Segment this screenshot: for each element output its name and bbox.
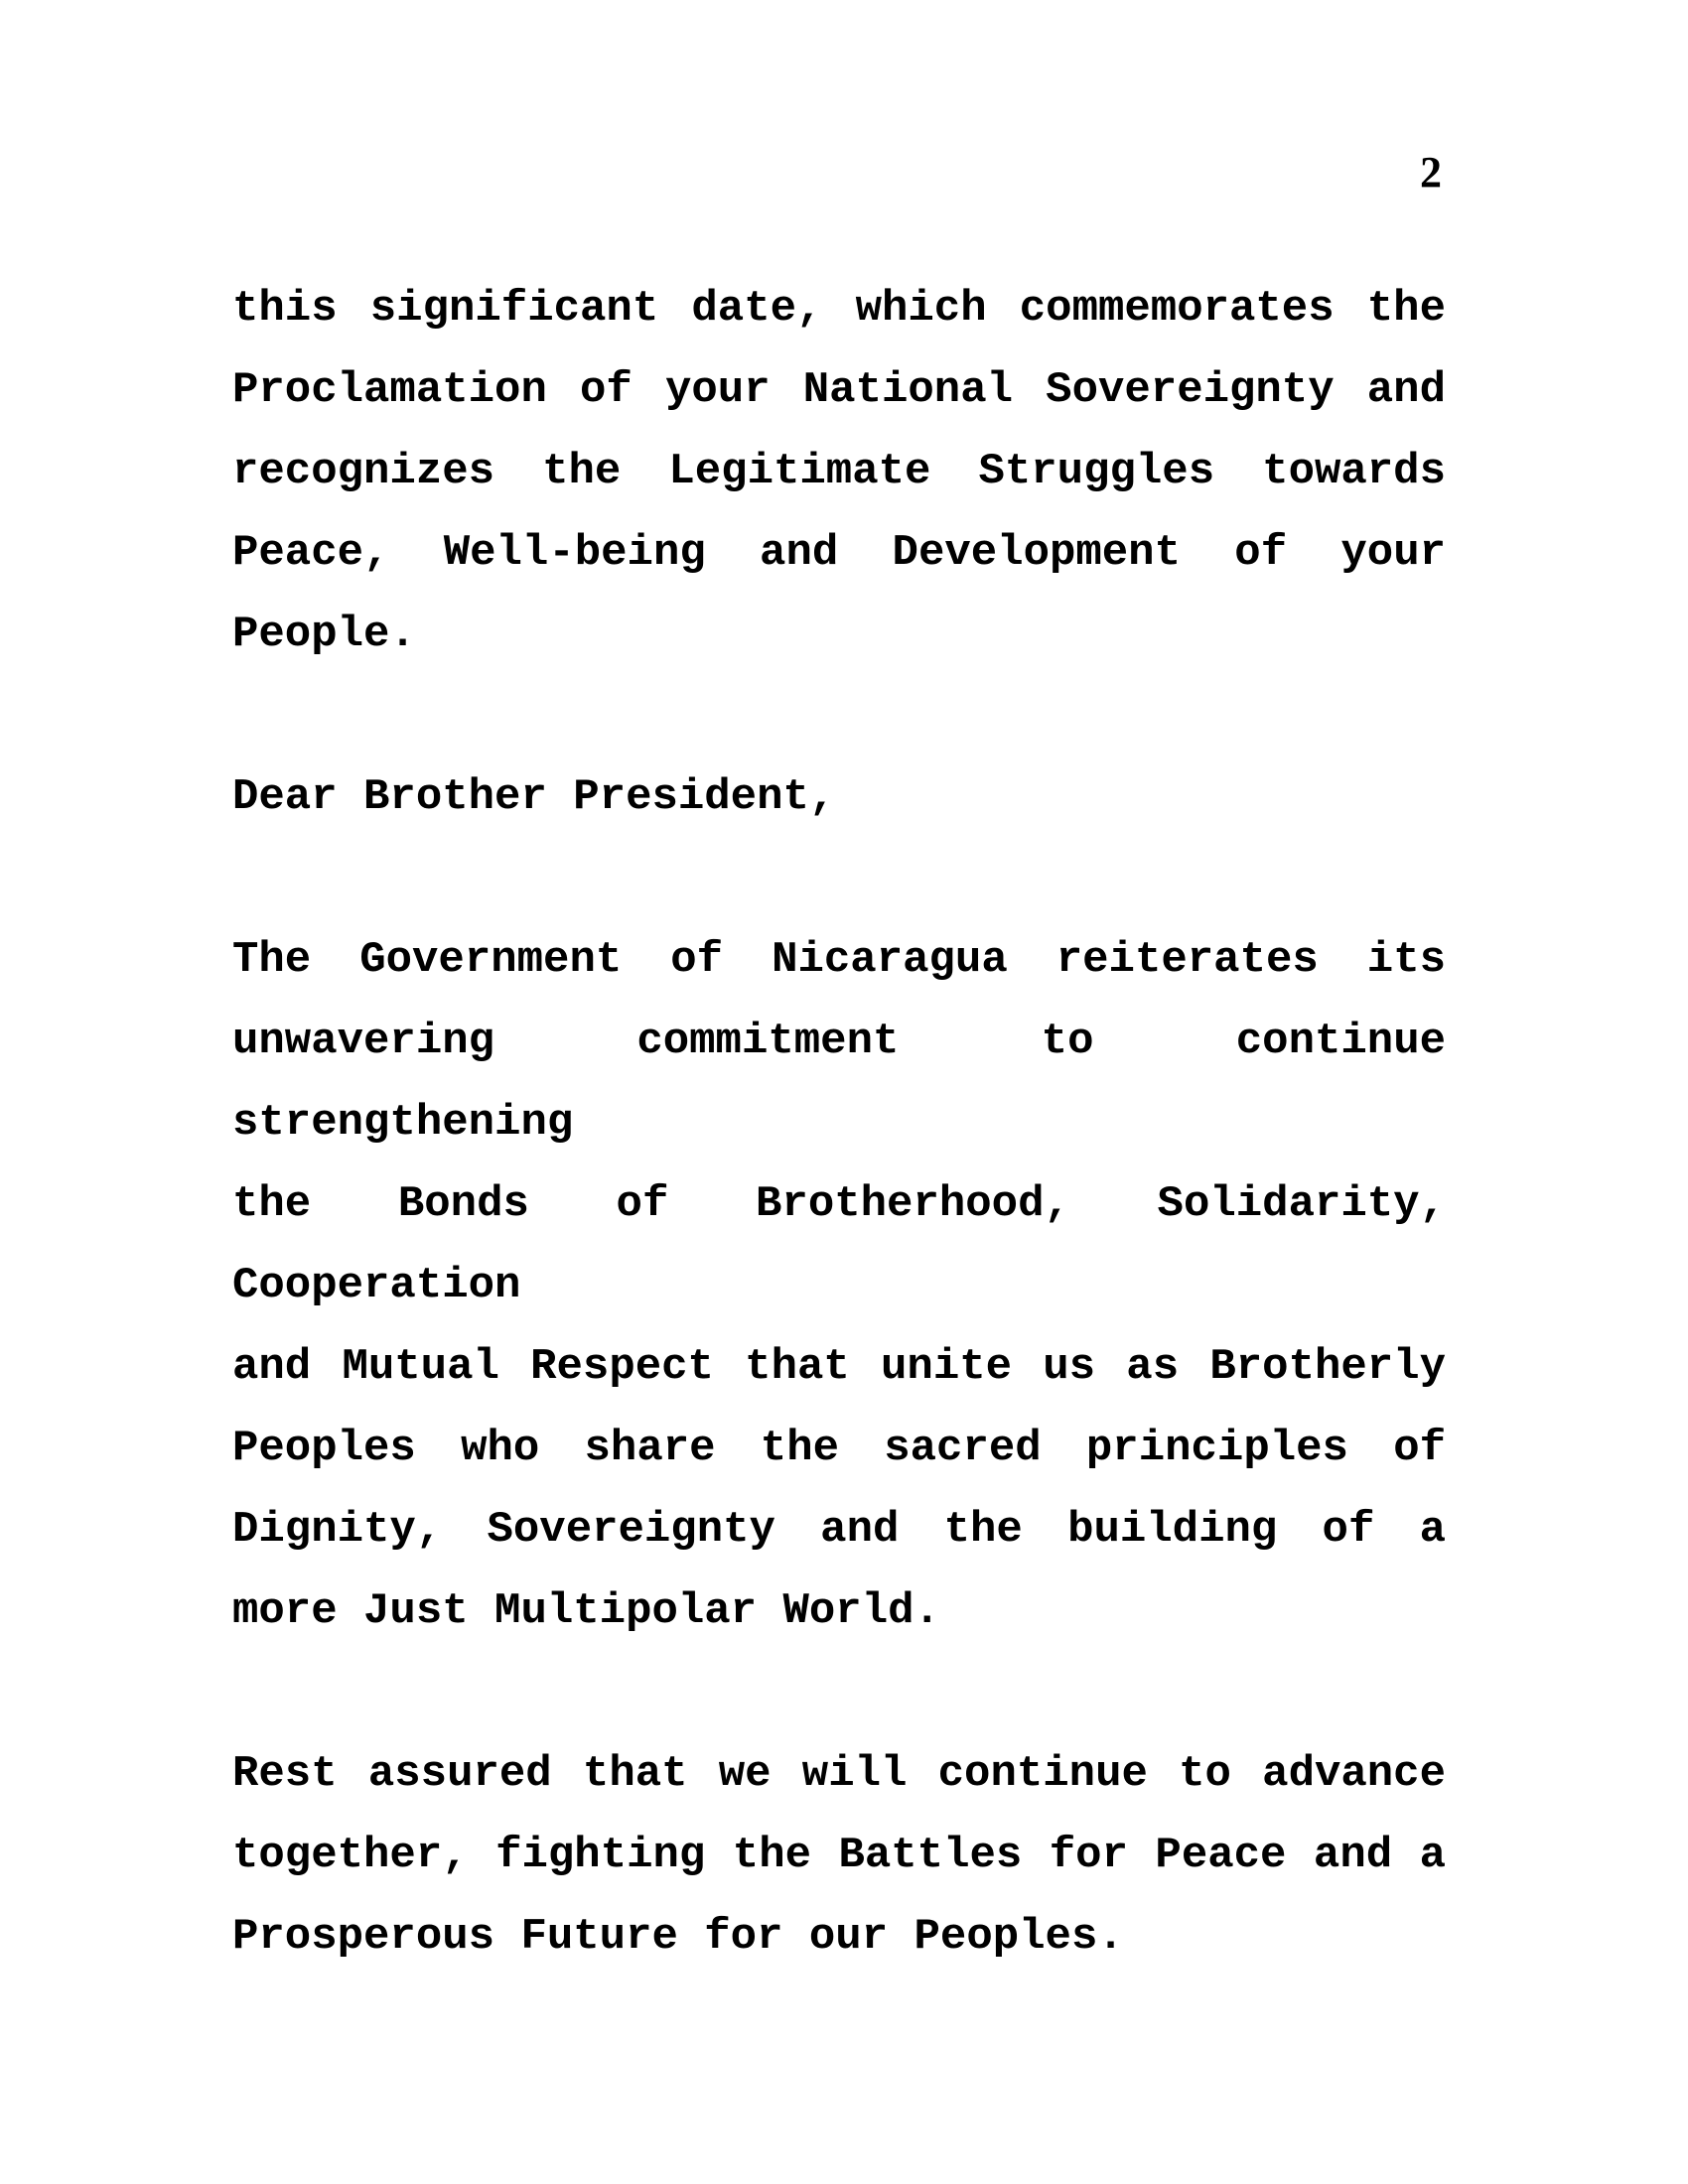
paragraph-1 — [232, 268, 1446, 675]
text-line: the Bonds of Brotherhood, Solidarity, Cooperation — [232, 1179, 1446, 1310]
paragraph-2 — [232, 919, 1446, 1652]
text-line: unwavering commitment to continue strengthening — [232, 1017, 1446, 1148]
salutation — [232, 756, 1446, 838]
text-line: Prosperous Future for our Peoples. — [232, 1912, 1124, 1962]
text-line: Proclamation of your National Sovereignty and — [232, 365, 1446, 415]
page-number: 2 — [1420, 148, 1442, 197]
paragraph-3 — [232, 1733, 1446, 1978]
text-line: Peoples who share the sacred principles of — [232, 1424, 1446, 1473]
text-line: Dignity, Sovereignty and the building of a — [232, 1505, 1446, 1555]
text-line: together, fighting the Battles for Peace and a — [232, 1831, 1446, 1880]
text-line: Dear Brother President, — [232, 772, 836, 822]
text-line: The Government of Nicaragua reiterates its — [232, 935, 1446, 985]
text-line: Peace, Well-being and Development of your — [232, 528, 1446, 578]
text-line: recognizes the Legitimate Struggles towards — [232, 447, 1446, 496]
text-line: People. — [232, 610, 416, 659]
letter-body — [232, 268, 1446, 1978]
text-line: Rest assured that we will continue to advance — [232, 1749, 1446, 1799]
text-line: more Just Multipolar World. — [232, 1586, 940, 1636]
text-line: this significant date, which commemorates the — [232, 284, 1446, 334]
text-line: and Mutual Respect that unite us as Brotherly — [232, 1342, 1446, 1392]
